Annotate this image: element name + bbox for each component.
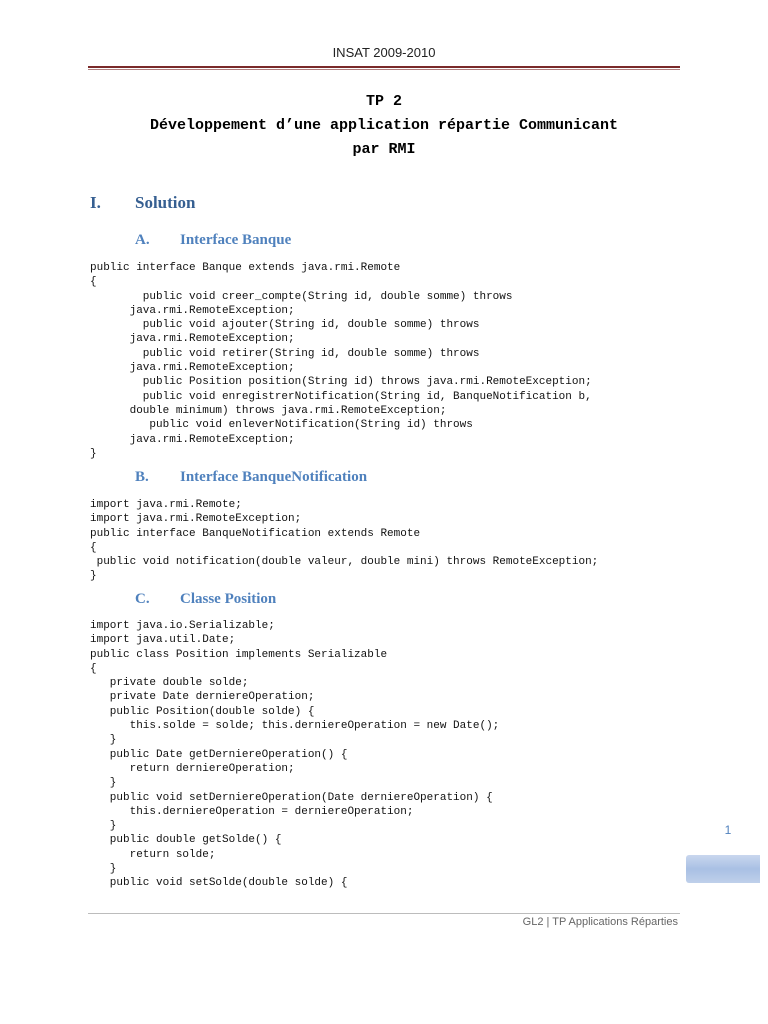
code-block-classe-position: import java.io.Serializable; import java.util.Date; public class Position implements Serializable { private double solde; private Date derniereOperation; public Position(double solde) { this.solde = solde; this.derniereOperation = new Date(); } public Date getDerniereOperation() { return derniereOperation; } public void setDerniereOperation(Date derniereOperation) { this.derniereOperation = derniereOperation; } public double getSolde() { return solde; } public void setSolde(double solde) { <box>90 620 500 890</box>
subsection-label: Classe Position <box>180 591 277 607</box>
code-block-interface-banquenotification: import java.rmi.Remote; import java.rmi.RemoteException; public interface BanqueNotification extends Remote { public void notification(double valeur, double mini) throws RemoteException; } <box>90 499 599 583</box>
title-line-2: Développement d’une application répartie Communicant <box>149 117 619 134</box>
subsection-number: C. <box>135 591 150 607</box>
page-footer: GL2 | TP Applications Réparties <box>522 916 678 928</box>
title-line-1: TP 2 <box>365 93 402 110</box>
footer-rule <box>88 913 680 914</box>
subsection-label: Interface Banque <box>180 232 292 248</box>
subsection-number: B. <box>135 469 149 485</box>
subsection-label: Interface BanqueNotification <box>180 469 368 485</box>
page-header: INSAT 2009-2010 <box>332 45 436 60</box>
header-rule <box>88 66 680 68</box>
subsection-heading-interface-banque <box>135 232 291 249</box>
title-line-3: par RMI <box>352 141 416 158</box>
subsection-number: A. <box>135 232 150 248</box>
page-tab-decoration <box>686 855 760 883</box>
page-number: 1 <box>724 823 732 837</box>
subsection-heading-classe-position <box>135 591 276 608</box>
section-heading-solution <box>90 193 195 213</box>
code-block-interface-banque: public interface Banque extends java.rmi.Remote { public void creer_compte(String id, double somme) throws java.rmi.RemoteException; public void ajouter(String id, double somme) throws java.rmi.RemoteException; public void retirer(String id, double somme) throws java.rmi.RemoteException; public Position position(String id) throws java.rmi.RemoteException; public void enregistrerNotification(String id, BanqueNotification b, double minimum) throws java.rmi.RemoteException; public void enleverNotification(String id) throws java.rmi.RemoteException; } <box>90 262 592 460</box>
subsection-heading-interface-banquenotification <box>135 469 367 486</box>
header-rule-thin <box>88 69 680 70</box>
section-label: Solution <box>135 193 196 212</box>
document-title <box>0 90 768 162</box>
section-number: I. <box>90 193 101 212</box>
